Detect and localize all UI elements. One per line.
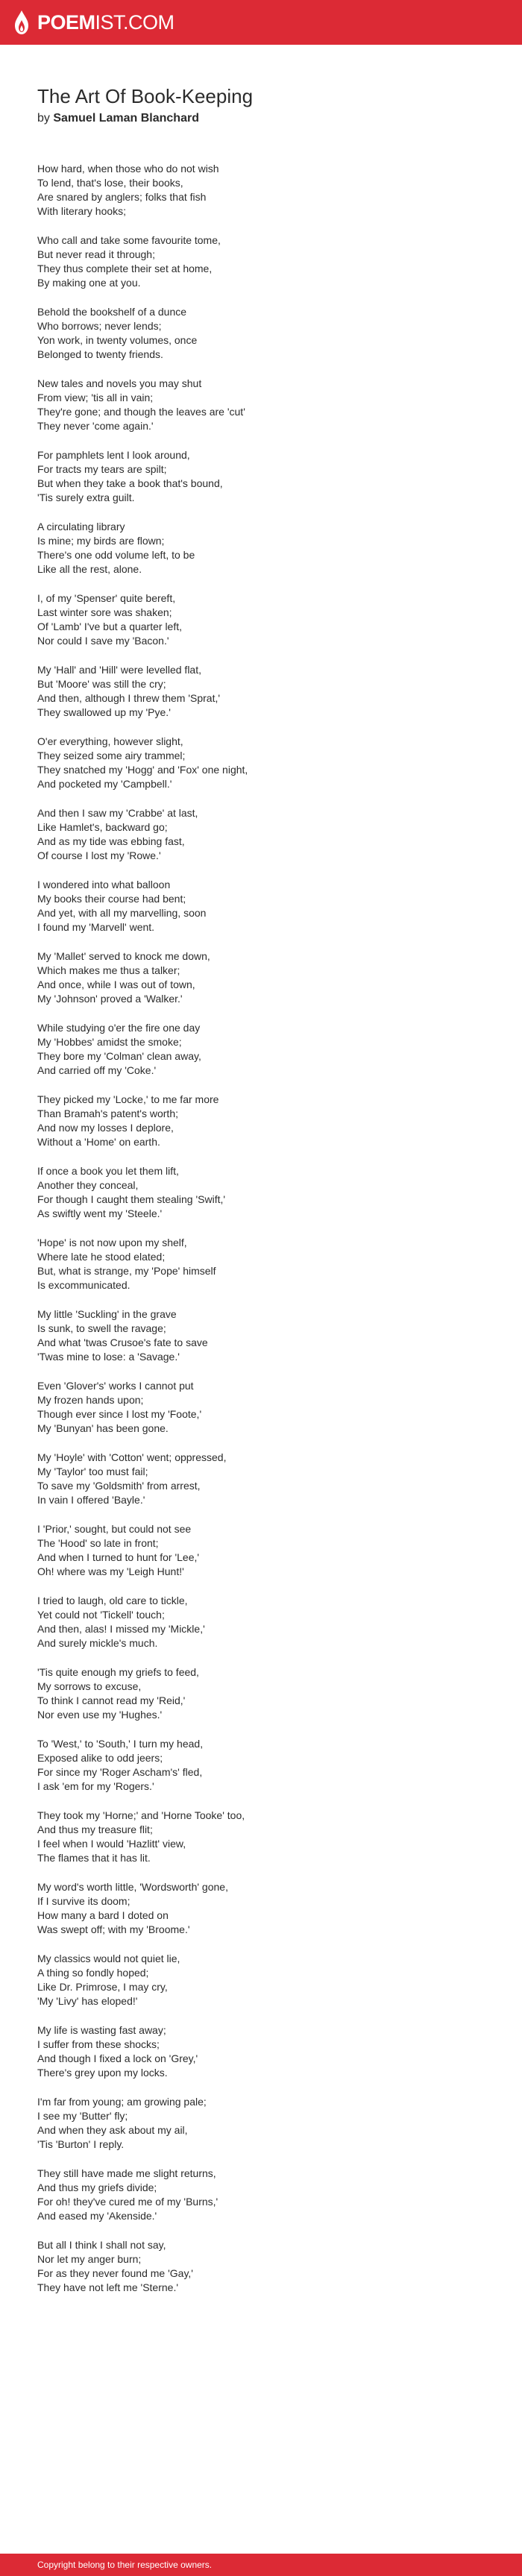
poem-line: They never 'come again.' xyxy=(37,420,154,432)
author-link[interactable]: Samuel Laman Blanchard xyxy=(53,112,199,125)
poem-line: Was swept off; with my 'Broome.' xyxy=(37,1923,190,1935)
top-bar xyxy=(0,0,522,45)
poem-line: Nor let my anger burn; xyxy=(37,2253,142,2265)
poem-line: They seized some airy trammel; xyxy=(37,750,186,761)
poem-line: And though I fixed a lock on 'Grey,' xyxy=(37,2052,198,2064)
poem-line: Yon work, in twenty volumes, once xyxy=(37,334,198,346)
poem-line: By making one at you. xyxy=(37,277,141,289)
poem-line: But, what is strange, my 'Pope' himself xyxy=(37,1265,216,1277)
poem-line: Another they conceal, xyxy=(37,1179,139,1191)
poem-line: My life is wasting fast away; xyxy=(37,2024,166,2036)
stanza xyxy=(37,162,485,219)
stanza xyxy=(37,1236,485,1292)
poem-line: My frozen hands upon; xyxy=(37,1394,144,1406)
poem-line: And surely mickle's much. xyxy=(37,1637,158,1649)
poem-line: Is sunk, to swell the ravage; xyxy=(37,1322,166,1334)
poem-line: Like Hamlet's, backward go; xyxy=(37,821,168,833)
stanza xyxy=(37,2238,485,2295)
poem-line: I feel when I would 'Hazlitt' view, xyxy=(37,1838,186,1850)
stanza xyxy=(37,1451,485,1507)
poem-line: My 'Bunyan' has been gone. xyxy=(37,1422,169,1434)
poem-line: Oh! where was my 'Leigh Hunt!' xyxy=(37,1565,184,1577)
poem-line: They still have made me slight returns, xyxy=(37,2167,216,2179)
poem-line: Behold the bookshelf of a dunce xyxy=(37,306,187,318)
poem-line: They have not left me 'Sterne.' xyxy=(37,2281,178,2293)
stanza xyxy=(37,1809,485,1865)
poem-line: 'Tis 'Burton' I reply. xyxy=(37,2138,125,2150)
poem-line: And as my tide was ebbing fast, xyxy=(37,835,185,847)
poem-line: Than Bramah's patent's worth; xyxy=(37,1108,178,1119)
poem-line: I, of my 'Spenser' quite bereft, xyxy=(37,592,176,604)
poem-line: For pamphlets lent I look around, xyxy=(37,449,190,461)
copyright-text: Copyright belong to their respective owners. xyxy=(37,2560,213,2570)
stanza xyxy=(37,2095,485,2152)
stanza xyxy=(37,663,485,720)
poem-line: In vain I offered 'Bayle.' xyxy=(37,1494,145,1506)
stanza xyxy=(37,1952,485,2008)
poem-line: For tracts my tears are spilt; xyxy=(37,463,167,475)
poem-line: Of 'Lamb' I've but a quarter left, xyxy=(37,621,183,632)
stanza xyxy=(37,949,485,1006)
poem-line: New tales and novels you may shut xyxy=(37,377,202,389)
poem-line: My 'Johnson' proved a 'Walker.' xyxy=(37,993,183,1005)
poem-line: For though I caught them stealing 'Swift,' xyxy=(37,1193,226,1205)
poem-line: And then I saw my 'Crabbe' at last, xyxy=(37,807,198,819)
poem-line: If I survive its doom; xyxy=(37,1895,130,1907)
poem-line: 'Hope' is not now upon my shelf, xyxy=(37,1237,187,1248)
poem-line: My classics would not quiet lie, xyxy=(37,1953,180,1964)
poem-line: My books their course had bent; xyxy=(37,893,186,905)
poem-line: Which makes me thus a talker; xyxy=(37,964,180,976)
poem-line: I see my 'Butter' fly; xyxy=(37,2110,128,2122)
poem-line: Of course I lost my 'Rowe.' xyxy=(37,849,161,861)
poem-line: And then, although I threw them 'Sprat,' xyxy=(37,692,221,704)
poem-line: And once, while I was out of town, xyxy=(37,978,195,990)
poem-line: Is mine; my birds are flown; xyxy=(37,535,165,547)
poem-line: Who borrows; never lends; xyxy=(37,320,162,332)
poem-line: Like all the rest, alone. xyxy=(37,563,142,575)
poem-line: Even 'Glover's' works I cannot put xyxy=(37,1380,194,1392)
poem-line: They picked my 'Locke,' to me far more xyxy=(37,1093,219,1105)
poem-line: 'My 'Livy' has eloped!' xyxy=(37,1995,138,2007)
stanza xyxy=(37,1379,485,1436)
poem-line: I 'Prior,' sought, but could not see xyxy=(37,1523,192,1535)
poem-line: And when they ask about my ail, xyxy=(37,2124,188,2136)
poem-line: From view; 'tis all in vain; xyxy=(37,392,154,403)
poem-byline xyxy=(37,110,485,127)
poem-line: But never read it through; xyxy=(37,248,155,260)
flame-icon xyxy=(13,10,30,35)
poem-line: My word's worth little, 'Wordsworth' gone, xyxy=(37,1881,228,1893)
stanza xyxy=(37,2167,485,2223)
stanza xyxy=(37,1665,485,1722)
poem-line: How hard, when those who do not wish xyxy=(37,163,219,175)
stanza xyxy=(37,2023,485,2080)
poem-line: Though ever since I lost my 'Foote,' xyxy=(37,1408,202,1420)
stanza xyxy=(37,305,485,362)
poem-line: Exposed alike to odd jeers; xyxy=(37,1752,163,1764)
poem-line: Yet could not 'Tickell' touch; xyxy=(37,1609,165,1621)
poemist-logo[interactable] xyxy=(13,9,174,36)
poem-line: To save my 'Goldsmith' from arrest, xyxy=(37,1480,201,1492)
poem-line: But when they take a book that's bound, xyxy=(37,477,223,489)
poem-line: They thus complete their set at home, xyxy=(37,263,213,274)
by-label: by xyxy=(37,112,50,125)
stanza xyxy=(37,878,485,934)
poem-line: They're gone; and though the leaves are 'cut' xyxy=(37,406,245,418)
poem-line: And thus my treasure flit; xyxy=(37,1823,153,1835)
logo-text-bold: POEM xyxy=(37,11,95,34)
poem-line: 'Tis quite enough my griefs to feed, xyxy=(37,1666,199,1678)
poem-line: Like Dr. Primrose, I may cry, xyxy=(37,1981,168,1993)
stanza xyxy=(37,1737,485,1794)
logo-text xyxy=(37,9,174,36)
poem-line: My 'Mallet' served to knock me down, xyxy=(37,950,210,962)
stanza xyxy=(37,591,485,648)
poem-line: The flames that it has lit. xyxy=(37,1852,151,1864)
poem-line: My 'Hoyle' with 'Cotton' went; oppressed, xyxy=(37,1451,227,1463)
poem-line: For as they never found me 'Gay,' xyxy=(37,2267,193,2279)
stanza xyxy=(37,1594,485,1650)
poem-line: My 'Hall' and 'Hill' were levelled flat, xyxy=(37,664,201,676)
poem-line: They swallowed up my 'Pye.' xyxy=(37,706,171,718)
poem-line: O'er everything, however slight, xyxy=(37,735,183,747)
poem-line: But all I think I shall not say, xyxy=(37,2239,166,2251)
stanza xyxy=(37,1522,485,1579)
poem-line: Where late he stood elated; xyxy=(37,1251,166,1263)
stanza xyxy=(37,448,485,505)
stanza xyxy=(37,1164,485,1221)
poem-line: There's grey upon my locks. xyxy=(37,2067,168,2079)
poem-line: My little 'Suckling' in the grave xyxy=(37,1308,177,1320)
stanza xyxy=(37,1093,485,1149)
stanza xyxy=(37,1880,485,1937)
poem-line: Who call and take some favourite tome, xyxy=(37,234,221,246)
poem-line: A thing so fondly hoped; xyxy=(37,1967,149,1979)
poem-line: For oh! they've cured me of my 'Burns,' xyxy=(37,2196,218,2208)
poem-line: The 'Hood' so late in front; xyxy=(37,1537,159,1549)
poem-line: To think I cannot read my 'Reid,' xyxy=(37,1694,186,1706)
poem-line: I wondered into what balloon xyxy=(37,879,171,890)
poem-line: Without a 'Home' on earth. xyxy=(37,1136,160,1148)
poem-line: My 'Hobbes' amidst the smoke; xyxy=(37,1036,182,1048)
poem-line: As swiftly went my 'Steele.' xyxy=(37,1207,163,1219)
stanza xyxy=(37,233,485,290)
poem-line: And yet, with all my marvelling, soon xyxy=(37,907,207,919)
poem-line: I suffer from these shocks; xyxy=(37,2038,160,2050)
poem-line: While studying o'er the fire one day xyxy=(37,1022,201,1034)
logo-text-regular: IST.COM xyxy=(95,11,174,34)
stanza xyxy=(37,806,485,863)
poem-line: And pocketed my 'Campbell.' xyxy=(37,778,172,790)
poem-line: And eased my 'Akenside.' xyxy=(37,2210,157,2222)
poem-line: Last winter sore was shaken; xyxy=(37,606,172,618)
poem-line: My sorrows to excuse, xyxy=(37,1680,142,1692)
poem-line: To 'West,' to 'South,' I turn my head, xyxy=(37,1738,204,1750)
stanza xyxy=(37,1021,485,1078)
poem-line: And carried off my 'Coke.' xyxy=(37,1064,157,1076)
poem-line: They took my 'Horne;' and 'Horne Tooke' too, xyxy=(37,1809,245,1821)
poem-line: Nor could I save my 'Bacon.' xyxy=(37,635,169,647)
poem-line: They snatched my 'Hogg' and 'Fox' one night, xyxy=(37,764,248,776)
poem-line: 'Twas mine to lose: a 'Savage.' xyxy=(37,1351,180,1363)
stanza xyxy=(37,735,485,791)
stanza xyxy=(37,520,485,577)
poem-line: But 'Moore' was still the cry; xyxy=(37,678,166,690)
poem-line: With literary hooks; xyxy=(37,205,127,217)
poem-line: I tried to laugh, old care to tickle, xyxy=(37,1595,188,1606)
poem-line: If once a book you let them lift, xyxy=(37,1165,179,1177)
poem-line: 'Tis surely extra guilt. xyxy=(37,491,135,503)
stanza xyxy=(37,377,485,433)
poem-line: They bore my 'Colman' clean away, xyxy=(37,1050,201,1062)
poem-line: Is excommunicated. xyxy=(37,1279,130,1291)
poem-line: To lend, that's lose, their books, xyxy=(37,177,183,189)
stanza xyxy=(37,1307,485,1364)
poem-line: A circulating library xyxy=(37,521,125,533)
poem-body xyxy=(37,162,485,2310)
poem-line: Belonged to twenty friends. xyxy=(37,348,163,360)
poem-line: I found my 'Marvell' went. xyxy=(37,921,155,933)
poem-line: I ask 'em for my 'Rogers.' xyxy=(37,1780,154,1792)
poem-line: I'm far from young; am growing pale; xyxy=(37,2096,207,2108)
poem-line: And what 'twas Crusoe's fate to save xyxy=(37,1336,208,1348)
poem-line: There's one odd volume left, to be xyxy=(37,549,195,561)
poem-line: And then, alas! I missed my 'Mickle,' xyxy=(37,1623,205,1635)
poem-line: Are snared by anglers; folks that fish xyxy=(37,191,207,203)
poem-line: And now my losses I deplore, xyxy=(37,1122,174,1134)
poem-line: And thus my griefs divide; xyxy=(37,2181,157,2193)
poem-line: For since my 'Roger Ascham's' fled, xyxy=(37,1766,203,1778)
poem-title: The Art Of Book-Keeping xyxy=(37,85,254,107)
poem-header xyxy=(37,84,485,127)
footer-bar xyxy=(0,2554,522,2576)
poem-line: How many a bard I doted on xyxy=(37,1909,169,1921)
poem-line: And when I turned to hunt for 'Lee,' xyxy=(37,1551,200,1563)
poem-line: Nor even use my 'Hughes.' xyxy=(37,1709,163,1721)
poem-line: My 'Taylor' too must fail; xyxy=(37,1466,148,1477)
